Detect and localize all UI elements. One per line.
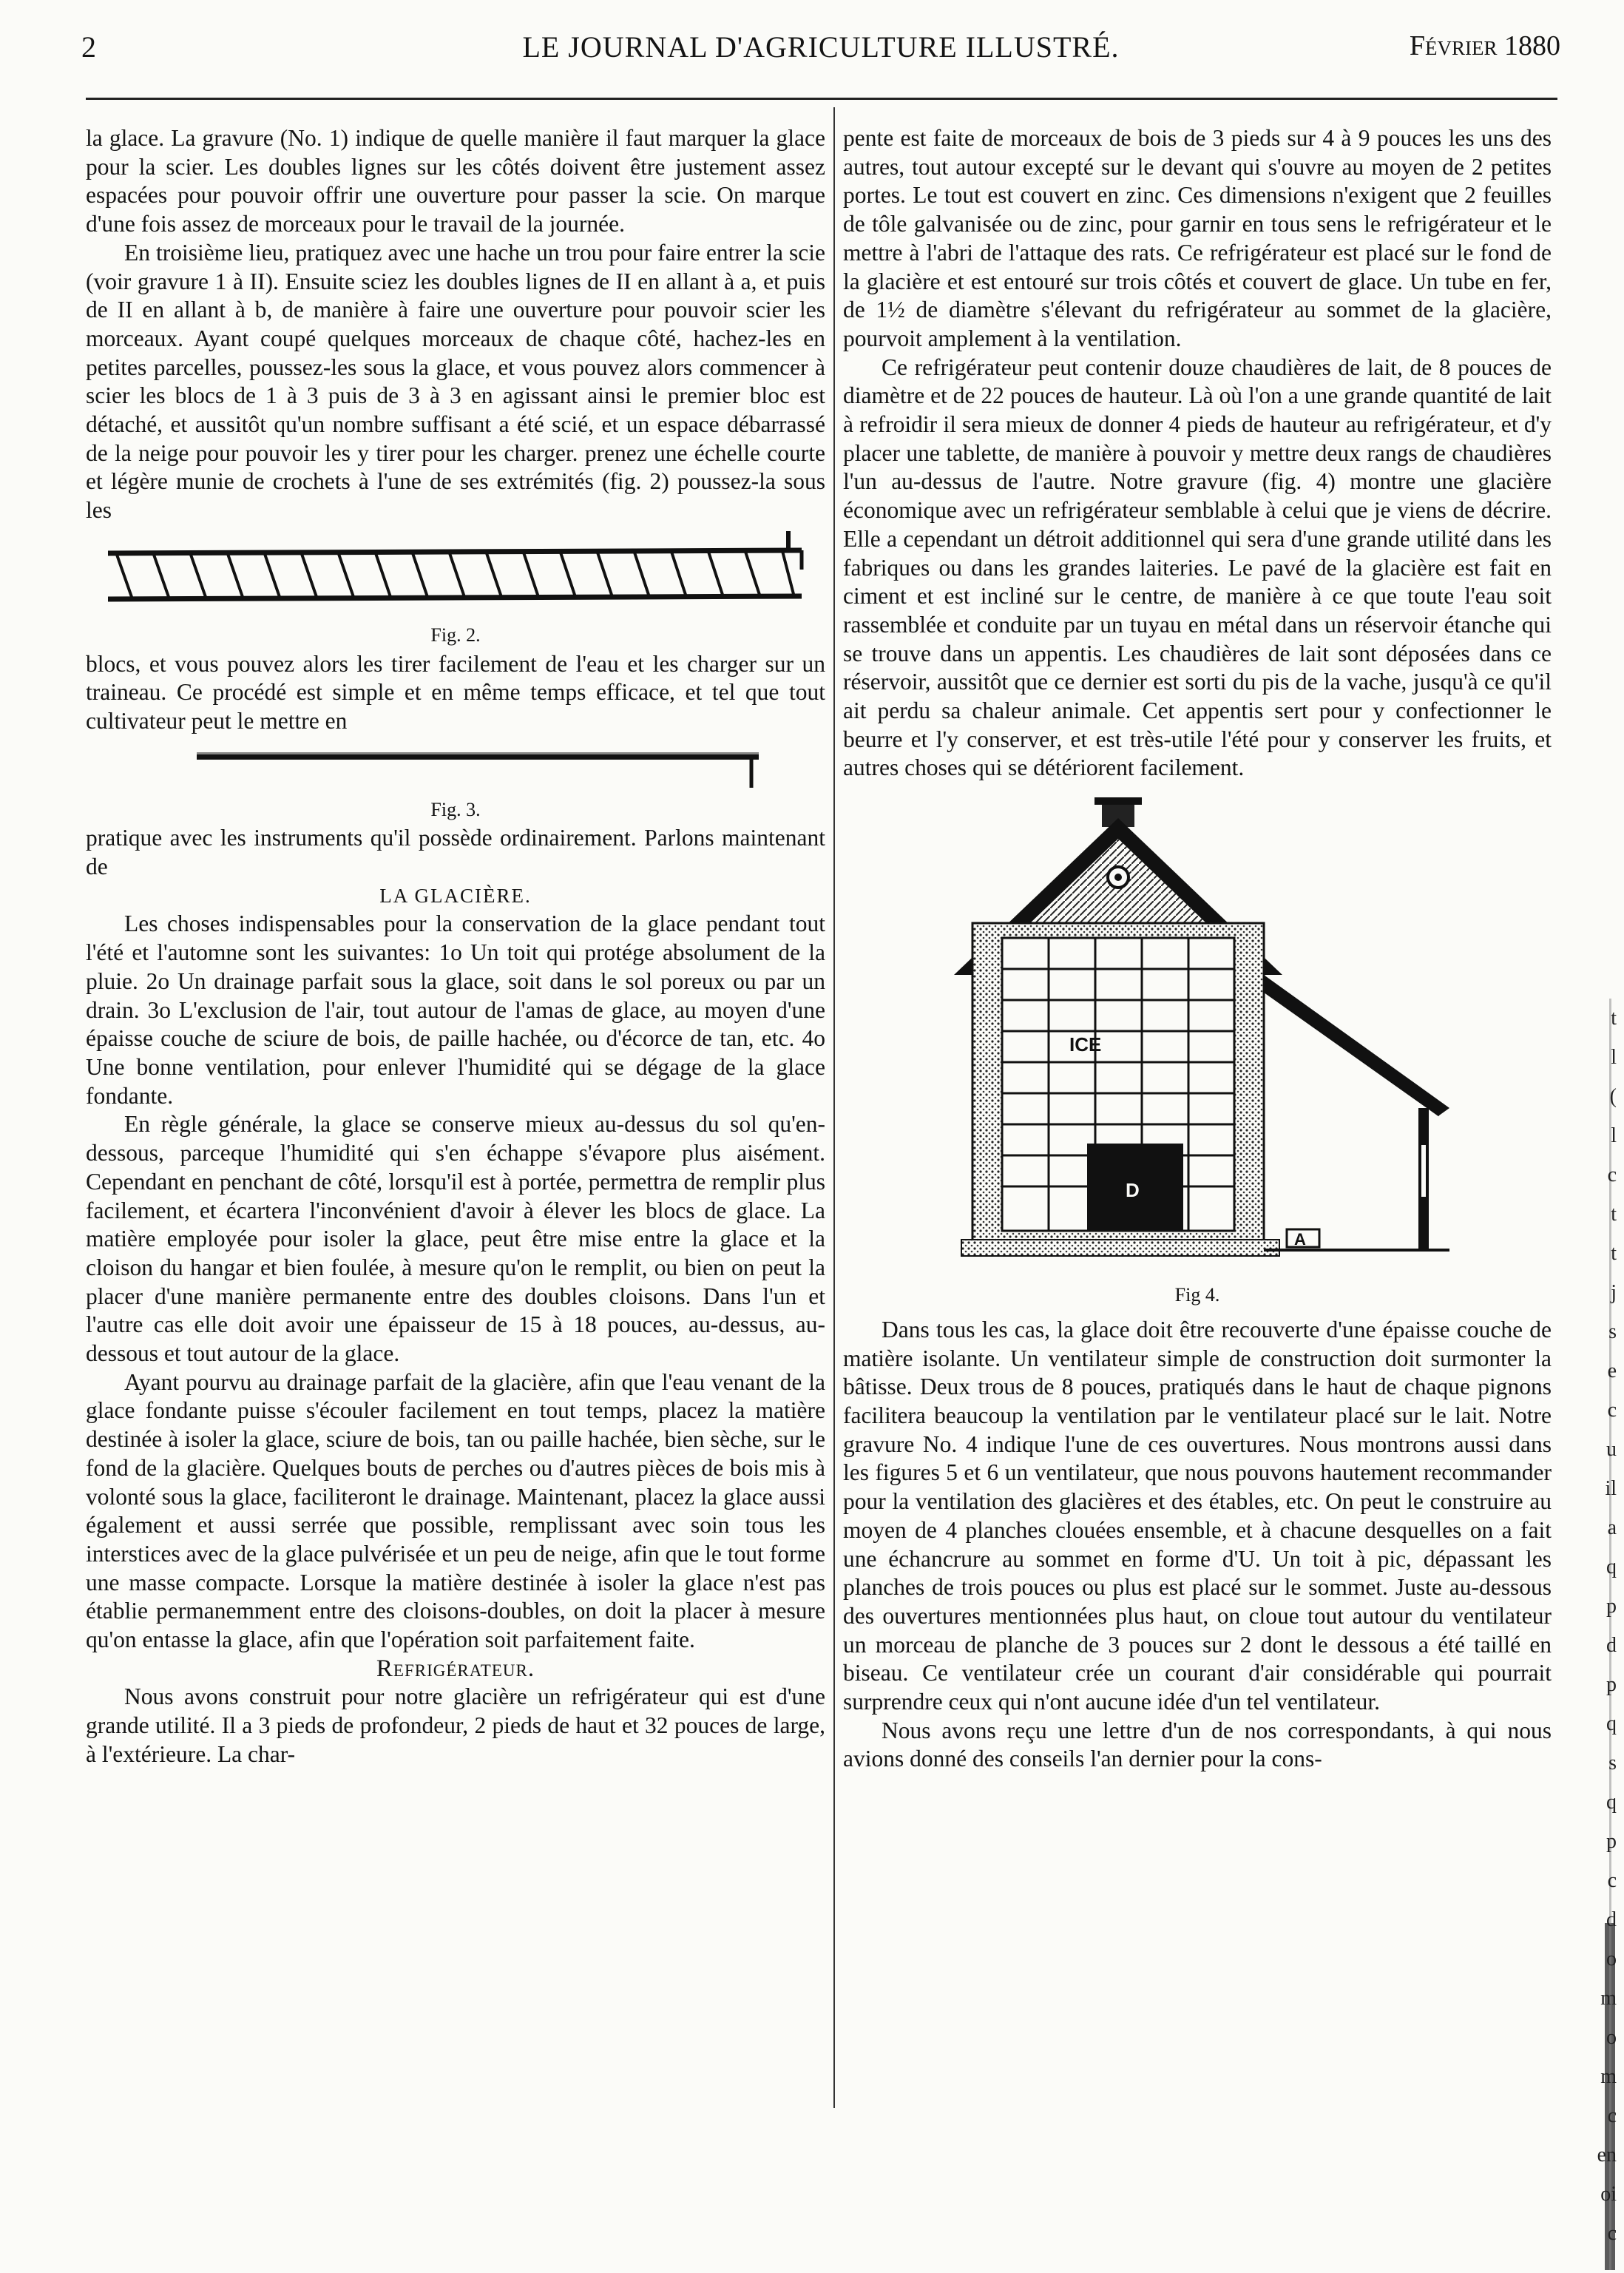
figure-caption: Fig 4. [1174, 1284, 1220, 1306]
facing-page-bleed [1572, 999, 1624, 2270]
paragraph: Nous avons reçu une lettre d'un de nos correspondants, à qui nous avions donné des conseils l'an dernier pour la cons- [843, 1717, 1552, 1772]
bleed-fragment: t [1611, 1203, 1617, 1226]
paragraph: Ce refrigérateur peut contenir douze chaudières de lait, de 8 pouces de diamètre et de 22 pouces de hauteur. Là où l'on a une grande quantité de lait à refroidir il sera mieux de donner 4 pieds de hauteur au refrigérateur, et d'y placer une tablette, de manière à pouvoir y mettre deux rangs de chaudières l'un au-dessus de l'autre. Notre gravure (fig. 4) montre une glacière économique avec un refrigérateur semblable à celui que je viens de décrire. Elle a cependant un détroit additionnel qui sera d'une grande utilité dans les fabriques ou dans les grandes laiteries. Le pavé de la glacière est fait en ciment et est incliné sur le centre, de manière à ce que toute l'eau soit rassemblée et conduite par un tuyau en métal dans un réservoir étanche qui se trouve dans un appentis. Les chaudières de lait sont déposées dans ce réservoir, aussitôt que ce dernier est sorti du pis de la vache, jusqu'à ce qu'il ait perdu sa chaleur animale. Cet appentis sert pour y confectionner le beurre et l'y conserver, et est très-utile l'été pour y conserver les fruits, et autres choses qui se détériorent facilement. [843, 354, 1552, 781]
bleed-fragment: en [1597, 2144, 1617, 2166]
paragraph: Dans tous les cas, la glace doit être recouverte d'une épaisse couche de matière isolante. Un ventilateur simple de construction doit surmonter la bâtisse. Deux trous de 8 pouces, pratiqués dans le haut de chaque pignons facilitera beaucoup la ventilation par le ventilateur placé sur le lait. Notre gravure No. 4 indique l'une de ces ouvertures. Nous montrons aussi dans les figures 5 et 6 un ventilateur, que nous pouvons hautement recommander pour la ventilation des glacières et des étables, etc. On peut le construire au moyen de 4 planches clouées ensemble, et à chacune desquelles on a fait une échancrure au sommet en forme d'U. Un toit à pic, dépassant les planches de trois pouces ou plus est placé sur le sommet. Juste au-dessous des ouvertures mentionnées plus haut, on cloue tout autour du ventilateur un morceau de planche de 3 pouces sur 2 dont le dessous a été taillé en biseau. Ce ventilateur crée un courant d'air considérable qui pourrait surprendre ceux qui n'ont aucune idée d'un tel ventilateur. [843, 1316, 1552, 1715]
paragraph: pratique avec les instruments qu'il possède ordinairement. Parlons maintenant de [86, 825, 825, 880]
figure-caption: Fig. 3. [430, 798, 481, 820]
bleed-fragment: c [1607, 1869, 1617, 1892]
ice-label: ICE [1069, 1033, 1102, 1056]
page-header [81, 30, 1560, 74]
bleed-fragment: o [1606, 1948, 1617, 1970]
paragraph: Ayant pourvu au drainage parfait de la glacière, afin que l'eau venant de la glace fondante puisse s'écouler facilement en tout temps, placez la matière destinée à isoler la glace, sciure de bois, tan ou paille hachée, bien sèche, sur le fond de la glacière. Quelques bouts de perches ou d'autres pièces de bois mis à volonté sous la glace, faciliteront le drainage. Maintenant, placez la glace aussi également et aussi serrée que possible, remplissant avec soin tous les interstices avec de la glace pulvérisée et un peu de neige, afin que le tout forme une masse compacte. Lorsque la matière destinée à isoler la glace n'est pas établie permanemment entre des cloisons-doubles, on doit la placer à mesure qu'on entasse la glace, afin que l'opération soit parfaitement faite. [86, 1368, 825, 1653]
paragraph: blocs, et vous pouvez alors les tirer facilement de l'eau et les charger sur un traineau. Ce procédé est simple et en même temps efficace, et tel que tout cultivateur peut le mettre en [86, 650, 825, 734]
section-heading: LA GLACIÈRE. [379, 884, 532, 907]
figure-caption: Fig. 2. [430, 624, 481, 646]
bleed-fragment: d [1606, 1634, 1617, 1657]
figure-4 [843, 797, 1552, 1271]
header-rule [86, 98, 1557, 100]
figure-3 [86, 736, 825, 791]
issue-date: Février 1880 [1409, 30, 1560, 61]
refrigerator-label: D [1126, 1179, 1140, 1202]
bleed-fragment: o [1606, 2026, 1617, 2049]
bleed-fragment: s [1608, 1752, 1617, 1774]
icehouse-illustration [843, 797, 1552, 1271]
ladder-illustration [86, 525, 825, 621]
section-heading: Refrigérateur. [376, 1655, 535, 1682]
bleed-fragment: j [1611, 1281, 1617, 1304]
paragraph: pente est faite de morceaux de bois de 3 pieds sur 4 à 9 pouces les uns des autres, tout autour excepté sur le devant qui s'ouvre au moyen de 2 petites portes. Le tout est couvert en zinc. Ces dimensions n'exigent que 2 feuilles de tôle galvanisée ou de zinc, pour garnir en tous sens le refrigérateur et le mettre à l'abri de l'attaque des rats. Ce refrigérateur est placé sur le fond de la glacière et est entouré sur trois côtés et couvert de glace. Un tube en fer, de 1½ de diamètre s'élevant du refrigérateur au sommet de la glacière, pourvoit amplement à la ventilation. [843, 125, 1552, 351]
paragraph: la glace. La gravure (No. 1) indique de quelle manière il faut marquer la glace pour la scier. Les doubles lignes sur les côtés doivent être justement assez espacées pour pouvoir offrir une ouverture pour passer la scie. On marque d'une fois assez de morceaux pour le travail de la journée. [86, 125, 825, 237]
journal-title: LE JOURNAL D'AGRICULTURE ILLUSTRÉ. [522, 30, 1120, 64]
bleed-fragment: p [1606, 1830, 1617, 1853]
right-column [843, 124, 1552, 1774]
bleed-fragment: e [1607, 1360, 1617, 1382]
hook-pole-illustration [86, 736, 825, 791]
bleed-fragment: m [1600, 1987, 1617, 2010]
bleed-fragment: ( [1609, 1085, 1617, 1108]
bleed-fragment: a [1607, 1516, 1617, 1539]
paragraph: Nous avons construit pour notre glacière un refrigérateur qui est d'une grande utilité. Il a 3 pieds de profondeur, 2 pieds de haut et 32 pouces de large, à l'extérieure. La char- [86, 1683, 825, 1767]
bleed-fragment: il [1605, 1477, 1617, 1500]
figure-2 [86, 525, 825, 621]
column-divider [833, 107, 835, 2108]
appentis-label: A [1294, 1230, 1306, 1249]
bleed-fragment: c [1607, 2104, 1617, 2127]
bleed-fragment: l [1611, 1124, 1617, 1147]
bleed-fragment: p [1606, 1673, 1617, 1696]
bleed-fragment: q [1606, 1791, 1617, 1814]
bleed-fragment: oi [1600, 2183, 1617, 2206]
bleed-fragment: l [1611, 1046, 1617, 1069]
left-column [86, 124, 825, 1769]
bleed-fragment: c [1607, 2222, 1617, 2245]
bleed-fragment: c [1607, 1163, 1617, 1186]
bleed-fragment: s [1608, 1320, 1617, 1343]
bleed-fragment: t [1611, 1242, 1617, 1265]
paragraph: En troisième lieu, pratiquez avec une hache un trou pour faire entrer la scie (voir gravure 1 à II). Ensuite sciez les doubles lignes de II en allant à a, et puis de II en allant à b, de manière à faire une ouverture pour pouvoir scier les morceaux. Ayant coupé quelques morceaux de chaque côté, hachez-les en petites parcelles, poussez-les sous la glace, et vous pouvez alors commencer à scier les blocs de 1 à 3 puis de 3 à 3 en agissant ainsi le premier bloc est détaché, et aussitôt qu'un nombre suffisant a été scié, et un espace débarrassé de la neige pour pouvoir les y tirer pour les charger. prenez une échelle courte et légère munie de crochets à l'une de ses extrémités (fig. 2) poussez-la sous les [86, 239, 825, 524]
bleed-fragments [1572, 999, 1617, 2253]
paragraph: Les choses indispensables pour la conservation de la glace pendant tout l'été et l'automne sont les suivantes: 1o Un toit qui protége absolument de la pluie. 2o Un drainage parfait sous la glace, soit dans le sol poreux ou par un drain. 3o L'exclusion de l'air, tout autour de l'amas de glace, au moyen d'une épaisse couche de sciure de bois, de paille hachée, ou d'écorce de tan, etc. 4o Une bonne ventilation, pour enlever l'humidité qui se dégage de la glace fondante. [86, 911, 825, 1109]
bleed-fragment: d [1606, 1908, 1617, 1931]
page-number: 2 [81, 30, 96, 64]
bleed-fragment: p [1606, 1595, 1617, 1618]
bleed-fragment: q [1606, 1556, 1617, 1578]
bleed-fragment: c [1607, 1399, 1617, 1422]
bleed-fragment: m [1600, 2065, 1617, 2088]
bleed-fragment: u [1606, 1438, 1617, 1461]
bleed-fragment: t [1611, 1007, 1617, 1030]
paragraph: En règle générale, la glace se conserve mieux au-dessus du sol qu'en-dessous, parceque l'humidité qui s'en échappe s'évapore plus aisément. Cependant en penchant de côté, lorsqu'il est à portée, permettra de remplir plus facilement, et écartera l'inconvénient d'avoir à élever les blocs de glace. La matière employée pour isoler la glace, peut être mise entre la glace et la cloison du hangar et bien foulée, à mesure qu'on le remplit, ou bien on peut la placer d'une manière permanente entre des doubles cloisons. Dans l'un et l'autre cas elle doit avoir une épaisseur de 15 à 18 pouces, au-dessus, au-dessous et tout autour de la glace. [86, 1111, 825, 1367]
bleed-fragment: q [1606, 1712, 1617, 1735]
